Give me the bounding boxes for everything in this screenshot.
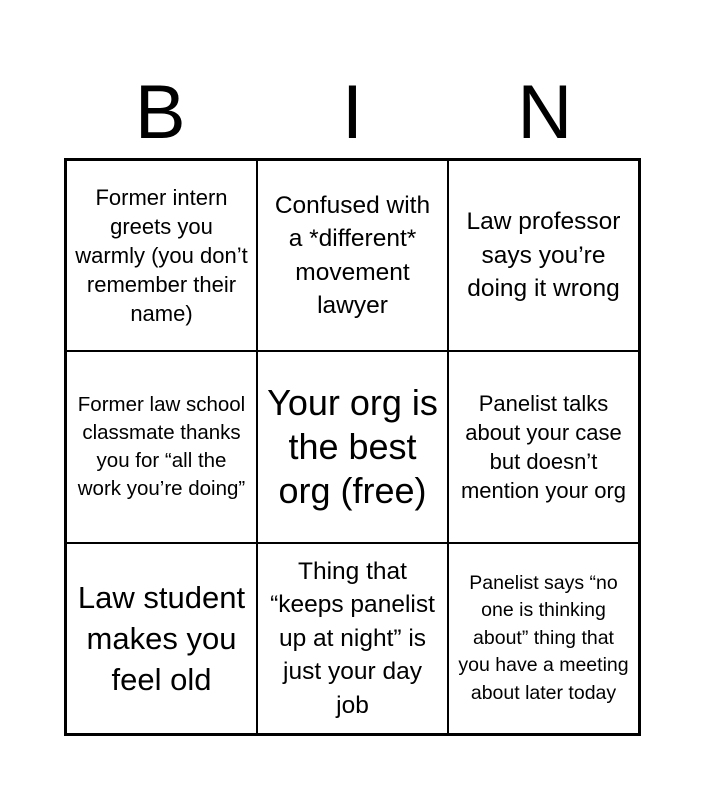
bingo-free-cell[interactable] (257, 351, 448, 542)
header-letter-b: B (134, 70, 186, 155)
bingo-grid (64, 158, 641, 736)
bingo-cell-6[interactable] (448, 351, 639, 542)
bingo-cell-text: Panelist says “no one is thinking about” thing that you have a meeting about later today (458, 571, 629, 704)
bingo-free-cell-text: Your org is the best org (free) (267, 381, 438, 511)
bingo-cell-text: Former law school classmate thanks you for “all the work you’re doing” (77, 392, 246, 500)
header-letter-n: N (517, 70, 573, 155)
bingo-cell-4[interactable] (66, 351, 257, 542)
bingo-cell-text: Thing that “keeps panelist up at night” is just your day job (270, 557, 435, 719)
bingo-cell-7[interactable] (66, 543, 257, 734)
bingo-cell-1[interactable] (66, 160, 257, 351)
bingo-cell-9[interactable] (448, 543, 639, 734)
bingo-cell-text: Law student makes you feel old (77, 579, 246, 697)
bingo-cell-8[interactable] (257, 543, 448, 734)
bingo-cell-text: Confused with a *different* movement lawyer (274, 191, 431, 320)
header-letter-i: I (341, 70, 364, 155)
bingo-cell-text: Panelist talks about your case but doesn’t mention your org (460, 390, 627, 503)
bingo-cell-2[interactable] (257, 160, 448, 351)
bingo-cell-text: Law professor says you’re doing it wrong (466, 208, 621, 303)
bingo-header (64, 68, 641, 158)
bingo-cell-text: Former intern greets you warmly (you don’t remember their name) (75, 185, 248, 327)
bingo-cell-3[interactable] (448, 160, 639, 351)
